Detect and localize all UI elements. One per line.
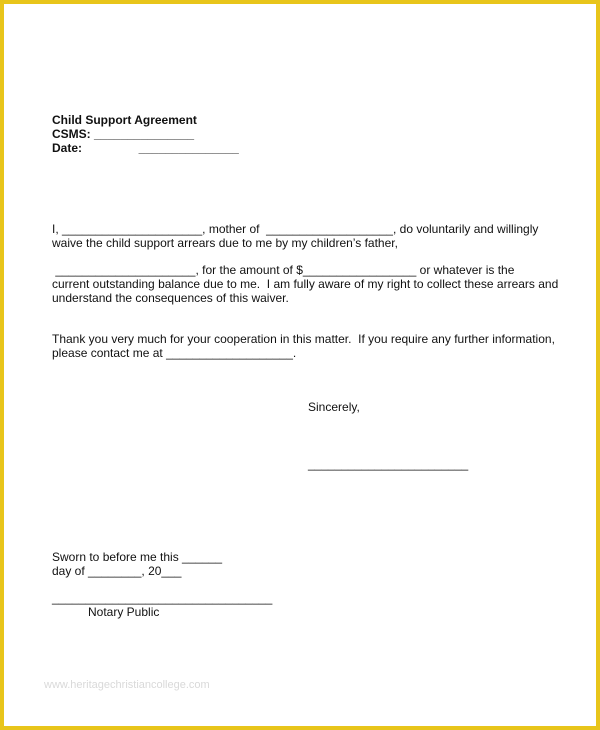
document-page <box>4 4 596 726</box>
paragraph-line: understand the consequences of this waiver. <box>52 291 289 305</box>
notary-public-label: Notary Public <box>88 605 160 619</box>
closing-sincerely: Sincerely, <box>308 400 360 414</box>
paragraph-line: Thank you very much for your cooperation in this matter. If you require any further information, <box>52 332 555 346</box>
csms-field: CSMS: _______________ <box>52 127 195 141</box>
document-title: Child Support Agreement <box>52 113 197 127</box>
day-line: day of ________, 20___ <box>52 564 182 578</box>
paragraph-line: please contact me at ___________________. <box>52 346 297 360</box>
paragraph-line: waive the child support arrears due to me by my children’s father, <box>52 236 398 250</box>
paragraph-line: _____________________, for the amount of $_________________ or whatever is the <box>52 263 515 277</box>
notary-signature-line: _________________________________ <box>52 591 273 605</box>
date-field: Date: _______________ <box>52 141 239 155</box>
sworn-line: Sworn to before me this ______ <box>52 550 223 564</box>
watermark: www.heritagechristiancollege.com <box>44 679 210 691</box>
signature-line: ________________________ <box>308 457 469 471</box>
paragraph-line: current outstanding balance due to me. I am fully aware of my right to collect these arrears and <box>52 277 559 291</box>
paragraph-line: I, _____________________, mother of ___________________, do voluntarily and willingly <box>52 222 539 236</box>
